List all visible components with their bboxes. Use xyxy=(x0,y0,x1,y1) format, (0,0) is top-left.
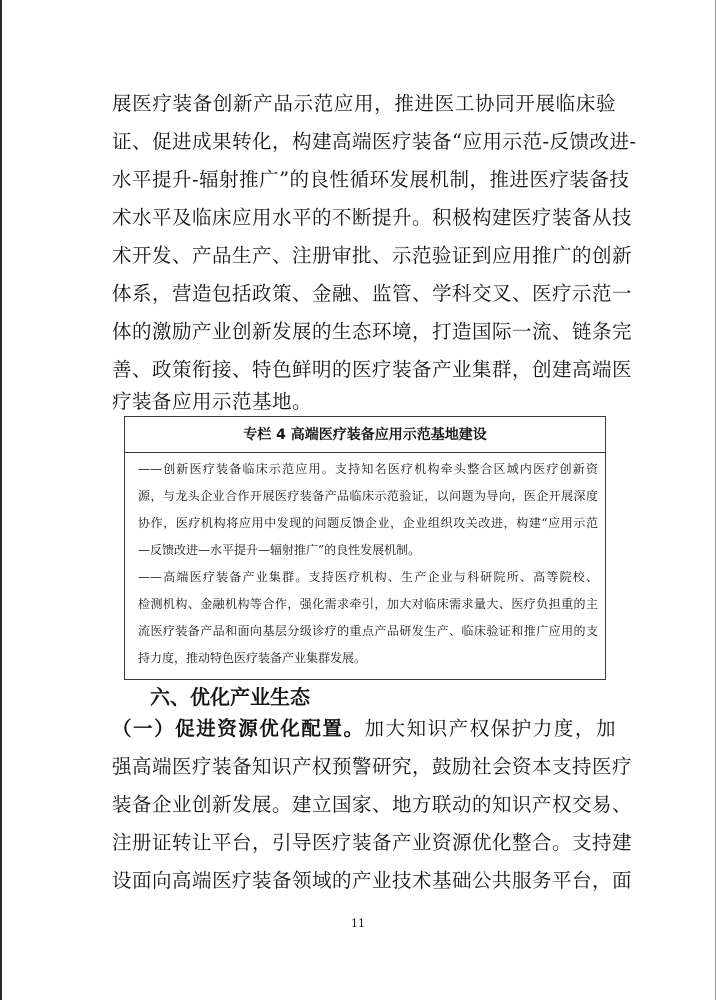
paragraph-line: 术开发、产品生产、注册审批、示范验证到应用推广的创新 xyxy=(112,244,633,267)
subsection-heading: （一）促进资源优化配置。 xyxy=(112,717,365,740)
paragraph-line: 装备企业创新发展。建立国家、地方联动的知识产权交易、 xyxy=(112,793,633,816)
paragraph-line: 强高端医疗装备知识产权预警研究，鼓励社会资本支持医疗 xyxy=(112,755,633,778)
box-line: —反馈改进—水平提升—辐射推广”的良性发展机制。 xyxy=(138,543,421,557)
paragraph-line: 善、政策衔接、特色鲜明的医疗装备产业集群，创建高端医 xyxy=(112,358,633,381)
paragraph-line: 术水平及临床应用水平的不断提升。积极构建医疗装备从技 xyxy=(112,206,633,229)
paragraph-line: 体系，营造包括政策、金融、监管、学科交叉、医疗示范一 xyxy=(112,282,633,305)
box-line: 协作，医疗机构将应用中发现的问题反馈企业，企业组织攻关改进，构建“应用示范 xyxy=(138,516,598,530)
paragraph-line: 体的激励产业创新发展的生态环境，打造国际一流、链条完 xyxy=(112,320,633,343)
section-heading: 六、优化产业生态 xyxy=(150,685,310,709)
box-line: 持力度，推动特色医疗装备产业集群发展。 xyxy=(138,651,367,665)
page-number: 11 xyxy=(351,917,365,930)
subsection-first-line xyxy=(112,709,616,749)
paragraph-line: 证、促进成果转化，构建高端医疗装备“应用示范-反馈改进- xyxy=(112,130,637,153)
paragraph-line: 展医疗装备创新产品示范应用，推进医工协同开展临床验 xyxy=(112,92,616,115)
box-line: ——高端医疗装备产业集群。支持医疗机构、生产企业与科研院所、高等院校、 xyxy=(138,570,598,584)
box-line: 检测机构、金融机构等合作，强化需求牵引，加大对临床需求量大、医疗负担重的主 xyxy=(138,597,598,611)
paragraph-line: 设面向高端医疗装备领域的产业技术基础公共服务平台，面 xyxy=(112,869,633,892)
page-left-edge xyxy=(0,0,2,1000)
box-line: ——创新医疗装备临床示范应用。支持知名医疗机构牵头整合区域内医疗创新资 xyxy=(138,462,598,476)
paragraph-line: 注册证转让平台，引导医疗装备产业资源优化整合。支持建 xyxy=(112,831,633,854)
subsection-text: 加大知识产权保护力度，加 xyxy=(364,717,616,740)
paragraph-line: 疗装备应用示范基地。 xyxy=(112,390,313,413)
box-line: 流医疗装备产品和面向基层分级诊疗的重点产品研发生产、临床验证和推广应用的支 xyxy=(138,624,598,638)
box-line: 源，与龙头企业合作开展医疗装备产品临床示范验证，以问题为导向，医企开展深度 xyxy=(138,489,598,503)
box-title: 专栏 4 高端医疗装备应用示范基地建设 xyxy=(125,417,605,453)
paragraph-line: 水平提升-辐射推广”的良性循环发展机制，推进医疗装备技 xyxy=(112,168,630,191)
